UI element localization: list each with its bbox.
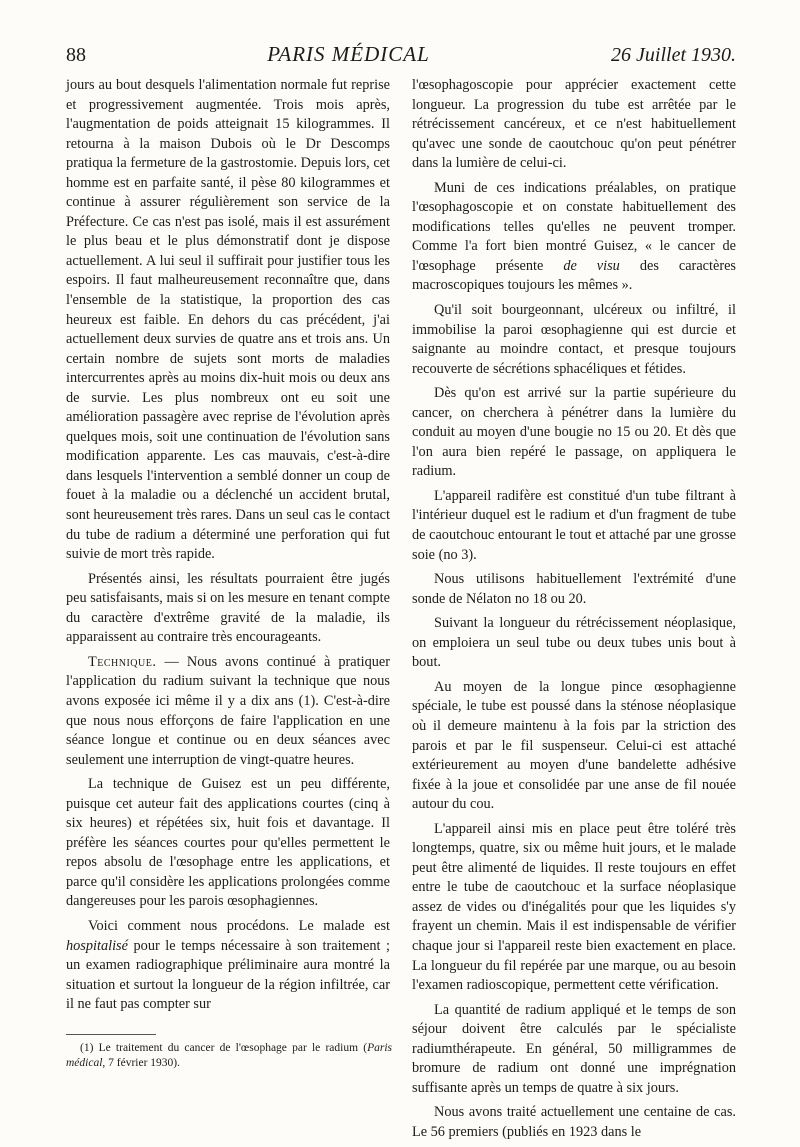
paragraph: La quantité de radium appliqué et le temps de son séjour doivent être calculés par le spécialiste radiumthérapeute. En général, 50 milligrammes de bromure de radium ont donné une imprégnation suffisante après un temps de quatre à six jours. [412, 1001, 736, 1096]
paragraph-text: des caractères macroscopiques toujours les mêmes ». [412, 257, 736, 294]
paragraph: Nous utilisons habituellement l'extrémité d'une sonde de Nélaton no 18 ou 20. [412, 571, 736, 607]
left-column [66, 76, 390, 1020]
paragraph-guisez-quote [412, 179, 736, 296]
right-column [412, 76, 736, 1147]
paragraph: Présentés ainsi, les résultats pourraient être jugés peu satisfaisants, mais si on les mesure en tenant compte du caractère d'extrême gravité de la maladie, ils apparaissent au contraire très encourageants. [66, 570, 390, 646]
paragraph-text: pour le temps nécessaire à son traitement ; un examen radiographique préliminaire aura montré la situation et surtout la longueur de la région infiltrée, car il ne faut pas compter sur [66, 937, 390, 1013]
section-label: Technique. [88, 653, 157, 670]
emphasis: hospitalisé [66, 937, 128, 954]
paragraph-text: — Nous avons continué à pratiquer l'application du radium suivant la technique que nous avons exposée ici même il y a dix ans (1). C'est-à-dire que nous nous efforçons de faire l'application en une séance longue et continue ou en deux séances avec seulement une interruption de vingt-quatre heures. [66, 653, 390, 768]
page-header [66, 42, 736, 74]
paragraph-text: Voici comment nous procédons. Le malade est [88, 917, 390, 934]
page-number: 88 [66, 44, 86, 66]
emphasis: de visu [563, 257, 620, 274]
paragraph: Nous avons traité actuellement une centaine de cas. Le 56 premiers (publiés en 1923 dans le [412, 1104, 736, 1140]
paragraph: Suivant la longueur du rétrécissement néoplasique, on emploiera un seul tube ou deux tubes unis bout à bout. [412, 615, 736, 671]
issue-date: 26 Juillet 1930. [611, 44, 736, 66]
paragraph-procedure [66, 917, 390, 1015]
footnote-text: (1) Le traitement du cancer de l'œsophage par le radium ( [80, 1042, 368, 1054]
paragraph-technique [66, 653, 390, 770]
paragraph: l'œsophagoscopie pour apprécier exactement cette longueur. La progression du tube est arrêtée par le rétrécissement cancéreux, et ce n'est habituellement qu'avec une sonde de caoutchouc qu'on peut pénétrer dans la lumière de celui-ci. [412, 77, 736, 172]
paragraph-text: Muni de ces indications préalables, on pratique l'œsophagoscopie et on constate habituellement des modifications telles qu'elles ne peuvent tromper. Comme l'a fort bien montré Guisez, « le cancer de l'œsophage présente [412, 179, 736, 274]
paragraph: Au moyen de la longue pince œsophagienne spéciale, le tube est poussé dans la sténose néoplasique où il demeure maintenu à la fois par la striction des parois et par le fil suspenseur. Celui-ci est attaché extérieurement au moyen d'une bandelette adhésive fixée à la joue et consolidée par une anse de fil nouée autour du cou. [412, 678, 736, 813]
paragraph: L'appareil radifère est constitué d'un tube filtrant à l'intérieur duquel est le radium et d'un fragment de tube de caoutchouc entourant le tout et attaché par une grosse soie (no 3). [412, 487, 736, 563]
paragraph: La technique de Guisez est un peu différente, puisque cet auteur fait des applications courtes (cinq à six heures) et répétées six, huit fois et davantage. Il préfère les séances courtes pour qu'elles permettent le repos absolu de l'œsophage entre les applications, et parce qu'il considère les applications prolongées comme dangereuses pour les parois œsophagiennes. [66, 776, 390, 910]
paragraph: jours au bout desquels l'alimentation normale fut reprise et progressivement augmentée. Trois mois après, l'augmentation de poids atteignait 15 kilogrammes. Il retourna à la maison Dubois où le Dr Descomps pratiqua la fermeture de la gastrostomie. Depuis lors, cet homme est en parfaite santé, il pèse 80 kilogrammes et continue à assurer régulièrement son service de la Préfecture. Ce cas n'est pas isolé, mais il est assurément le plus beau et le plus démonstratif dont je dispose actuellement. A lui seul il suffirait pour justifier tous les espoirs. Il faut malheureusement reconnaître que, dans l'ensemble de la statistique, la proportion des cas heureux est faible. En dehors du cas précédent, j'ai actuellement deux survies de quatre ans et trois ans. Un certain nombre de sujets sont morts de maladies intercurrentes après au moins dix-huit mois ou deux ans de survie. Les plus nombreux ont eu soit une amélioration passagère avec reprise de l'évolution après quelques mois, soit une continuation de l'évolution sans modification apparente. Les cas mauvais, c'est-à-dire dans lesquels l'intervention a semblé donner un coup de fouet à la maladie ou a déclenché un accident brutal, sont heureusement très rares. Dans un seul cas le contact du tube de radium a déterminé une perforation qui fut suivie de mort très rapide. [66, 77, 390, 563]
paragraph: L'appareil ainsi mis en place peut être toléré très longtemps, quatre, six ou même huit jours, et le malade peut être alimenté de liquides. Il reste toujours en effet entre le tube de caoutchouc et la surface néoplasique assez de vides ou d'inégalités pour que les liquides s'y frayent un chemin. Mais il est indispensable de vérifier chaque jour si l'appareil reste bien exactement en place. La longueur du fil repérée par une marque, ou au besoin l'examen radioscopique, permettent cette vérification. [412, 820, 736, 994]
journal-title: PARIS MÉDICAL [267, 42, 430, 66]
footnote-rule [66, 1034, 156, 1035]
paragraph: Dès qu'on est arrivé sur la partie supérieure du cancer, on cherchera à pénétrer dans la lumière du conduit au moyen d'une bougie no 15 ou 20. Et dès que l'on aura bien repéré le passage, on appliquera le radium. [412, 385, 736, 480]
footnote-source: Paris médical [66, 1042, 392, 1069]
paragraph: Qu'il soit bourgeonnant, ulcéreux ou infiltré, il immobilise la paroi œsophagienne qui est durcie et saignante au moindre contact, et presque toujours recouverte de sécrétions sphacéliques et fétides. [412, 302, 736, 377]
footnote [66, 1041, 392, 1071]
footnote-text: , 7 février 1930). [102, 1057, 181, 1069]
